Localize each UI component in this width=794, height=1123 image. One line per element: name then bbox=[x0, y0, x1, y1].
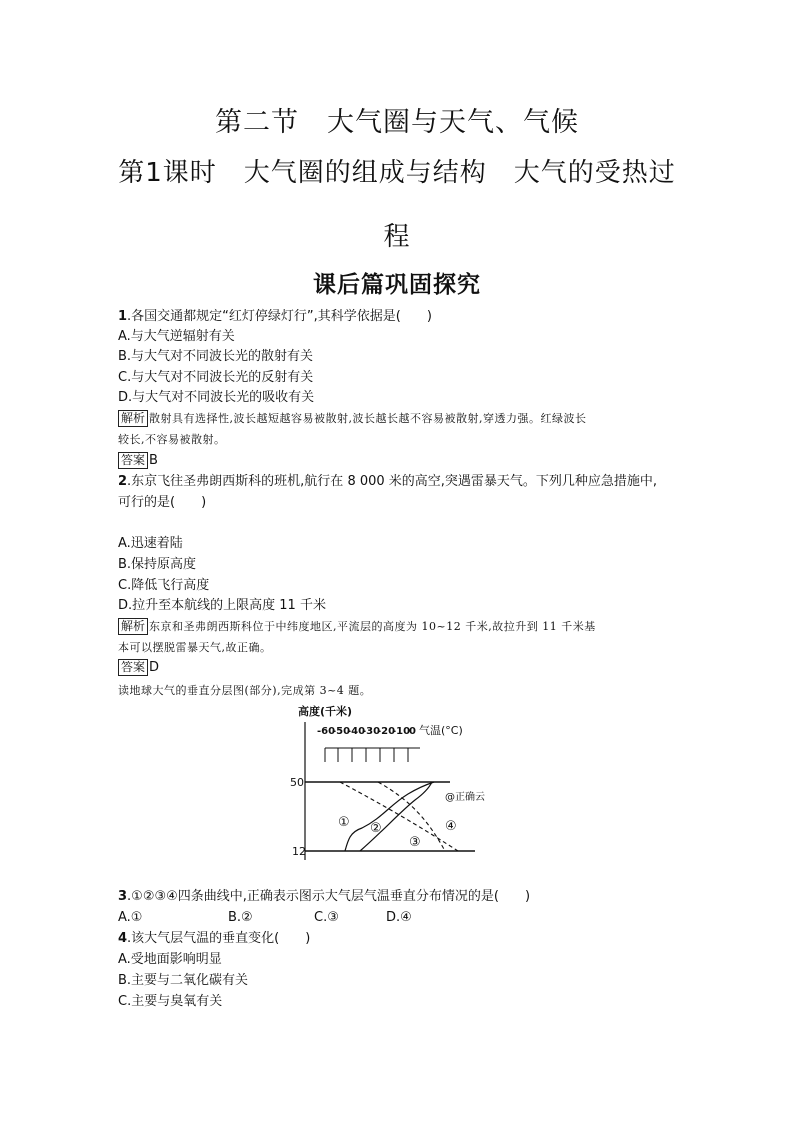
section-title: 第二节 大气圈与天气、气候 bbox=[215, 107, 579, 138]
q1-answer bbox=[118, 452, 158, 470]
tick-label: -40 bbox=[347, 726, 366, 737]
figure-note: @正确云 bbox=[445, 792, 485, 803]
question-number: 3 bbox=[118, 889, 128, 904]
q3-options bbox=[118, 909, 412, 927]
question-2-stem bbox=[118, 473, 657, 491]
y-axis-label: 高度(千米) bbox=[298, 705, 353, 718]
curve-2 bbox=[360, 782, 432, 851]
q3-option-d: D.④ bbox=[386, 910, 412, 925]
x-axis-ticks bbox=[325, 748, 408, 762]
q1-option-b: B.与大气对不同波长光的散射有关 bbox=[118, 349, 314, 364]
y-tick-label: 50 bbox=[290, 776, 304, 789]
curve-3 bbox=[340, 782, 458, 851]
tick-label: -50 bbox=[332, 726, 351, 737]
question-2-stem-continued: 可行的是( ) bbox=[118, 495, 207, 510]
answer-tag: 答案 bbox=[118, 452, 148, 469]
question-number: 1 bbox=[118, 309, 128, 324]
question-text: .东京飞往圣弗朗西斯科的班机,航行在 8 000 米的高空,突遇雷暴天气。下列几种应急措施中, bbox=[127, 474, 658, 489]
curve-label-4: ④ bbox=[445, 819, 457, 834]
q1-option-a: A.与大气逆辐射有关 bbox=[118, 329, 235, 344]
x-axis-label: 气温(°C) bbox=[419, 724, 463, 737]
question-4-stem bbox=[118, 930, 310, 948]
question-text: .①②③④四条曲线中,正确表示图示大气层气温垂直分布情况的是( ) bbox=[127, 889, 531, 904]
q1-option-c: C.与大气对不同波长光的反射有关 bbox=[118, 370, 314, 385]
q4-option-c: C.主要与臭氧有关 bbox=[118, 994, 223, 1009]
figure-intro: 读地球大气的垂直分层图(部分),完成第 3~4 题。 bbox=[118, 684, 372, 697]
y-tick-label: 12 bbox=[292, 845, 306, 858]
question-text: .各国交通都规定“红灯停绿灯行”,其科学依据是( ) bbox=[127, 309, 432, 324]
q2-option-b: B.保持原高度 bbox=[118, 557, 197, 572]
analysis-tag: 解析 bbox=[118, 618, 148, 635]
curve-label-1: ① bbox=[338, 815, 350, 830]
q1-option-d: D.与大气对不同波长光的吸收有关 bbox=[118, 390, 315, 405]
answer-value: B bbox=[149, 453, 158, 468]
question-1-stem bbox=[118, 308, 432, 326]
lesson-title: 第1课时 大气圈的组成与结构 大气的受热过 bbox=[118, 158, 676, 188]
q3-option-c: C.③ bbox=[314, 910, 339, 925]
q3-option-b: B.② bbox=[228, 910, 253, 925]
q1-analysis bbox=[118, 410, 587, 428]
answer-value: D bbox=[149, 660, 160, 675]
q3-option-a: A.① bbox=[118, 910, 143, 925]
q4-option-a: A.受地面影响明显 bbox=[118, 952, 222, 967]
analysis-text: 东京和圣弗朗西斯科位于中纬度地区,平流层的高度为 10~12 千米,故拉升到 11 千米基 bbox=[149, 620, 596, 633]
question-number: 2 bbox=[118, 474, 128, 489]
lesson-title-continued: 程 bbox=[383, 222, 411, 252]
q2-answer bbox=[118, 659, 159, 677]
curve-label-3: ③ bbox=[409, 835, 421, 850]
atmosphere-layer-diagram bbox=[290, 700, 520, 865]
q1-analysis-continued: 较长,不容易被散射。 bbox=[118, 433, 226, 446]
question-number: 4 bbox=[118, 931, 128, 946]
tick-label: -60 bbox=[317, 726, 336, 737]
question-3-stem bbox=[118, 888, 530, 906]
tick-label: 0 bbox=[409, 726, 416, 737]
subtitle: 课后篇巩固探究 bbox=[313, 272, 481, 298]
tick-label: -30 bbox=[362, 726, 381, 737]
curve-label-2: ② bbox=[370, 821, 382, 836]
q2-analysis-continued: 本可以摆脱雷暴天气,故正确。 bbox=[118, 641, 272, 654]
q2-option-a: A.迅速着陆 bbox=[118, 536, 183, 551]
q2-analysis bbox=[118, 618, 596, 636]
analysis-text: 散射具有选择性,波长越短越容易被散射,波长越长越不容易被散射,穿透力强。红绿波长 bbox=[149, 412, 587, 425]
q2-option-c: C.降低飞行高度 bbox=[118, 578, 210, 593]
q4-option-b: B.主要与二氧化碳有关 bbox=[118, 973, 249, 988]
tick-label: -20 bbox=[377, 726, 396, 737]
q2-option-d: D.拉升至本航线的上限高度 11 千米 bbox=[118, 598, 326, 613]
analysis-tag: 解析 bbox=[118, 410, 148, 427]
tick-label: -10 bbox=[392, 726, 411, 737]
question-text: .该大气层气温的垂直变化( ) bbox=[127, 931, 311, 946]
answer-tag: 答案 bbox=[118, 659, 148, 676]
